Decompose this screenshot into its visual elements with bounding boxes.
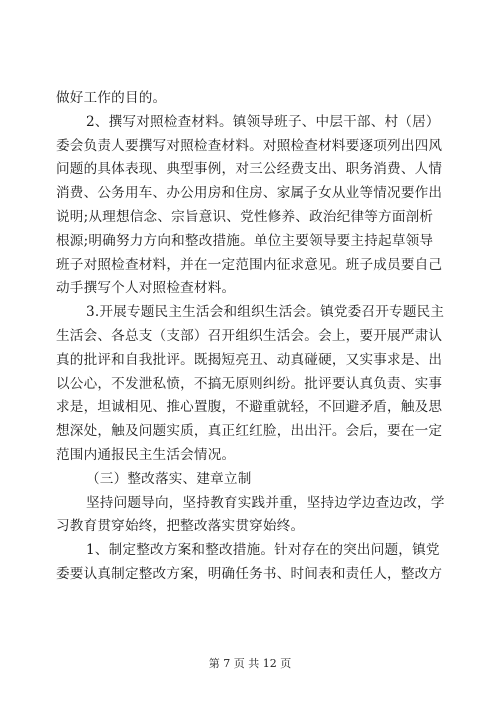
text-line: 消费、公务用车、办公用房和住房、家属子女从业等情况要作出 (56, 185, 443, 201)
text-line: 说明;从理想信念、宗旨意识、党性修养、政治纪律等方面剖析 (56, 209, 434, 225)
text-line: 问题的具体表现、典型事例，对三公经费支出、职务消费、人情 (56, 161, 443, 177)
text-line: 动手撰写个人对照检查材料。 (56, 280, 236, 296)
text-line: 3.开展专题民主生活会和组织生活会。镇党委召开专题民主 (86, 304, 445, 320)
text-line: 根源;明确努力方向和整改措施。单位主要领导要主持起草领导 (56, 233, 434, 249)
text-line: 范围内通报民主生活会情况。 (56, 447, 236, 463)
text-line: 真的批评和自我批评。既揭短亮丑、动真碰硬，又实事求是、出 (56, 352, 443, 368)
text-line: 坚持问题导向，坚持教育实践并重，坚持边学边查边改，学 (86, 495, 445, 511)
text-line: 想深处，触及问题实质，真正红红脸，出出汗。会后，要在一定 (56, 423, 443, 439)
text-line: 习教育贯穿始终，把整改落实贯穿始终。 (56, 518, 305, 534)
text-line: 求是，坦诚相见、推心置腹，不避重就轻，不回避矛盾，触及思 (56, 399, 443, 415)
text-line: 班子对照检查材料，并在一定范围内征求意见。班子成员要自己 (56, 257, 443, 273)
text-line: 委会负责人要撰写对照检查材料。对照检查材料要逐项列出四风 (56, 138, 443, 154)
section-heading: （三）整改落实、建章立制 (86, 471, 252, 487)
text-line: 做好工作的目的。 (56, 90, 167, 106)
text-line: 生活会、各总支（支部）召开组织生活会。会上，要开展严肃认 (56, 328, 443, 344)
text-line: 以公心，不发泄私愤，不搞无原则纠纷。批评要认真负责、实事 (56, 376, 443, 392)
text-line: 1、制定整改方案和整改措施。针对存在的突出问题，镇党 (86, 542, 440, 558)
text-line: 委要认真制定整改方案，明确任务书、时间表和责任人，整改方 (56, 566, 443, 582)
page-number-footer: 第 7 页 共 12 页 (208, 657, 292, 670)
text-line: 2、撰写对照检查材料。镇领导班子、中层干部、村（居） (86, 114, 440, 130)
